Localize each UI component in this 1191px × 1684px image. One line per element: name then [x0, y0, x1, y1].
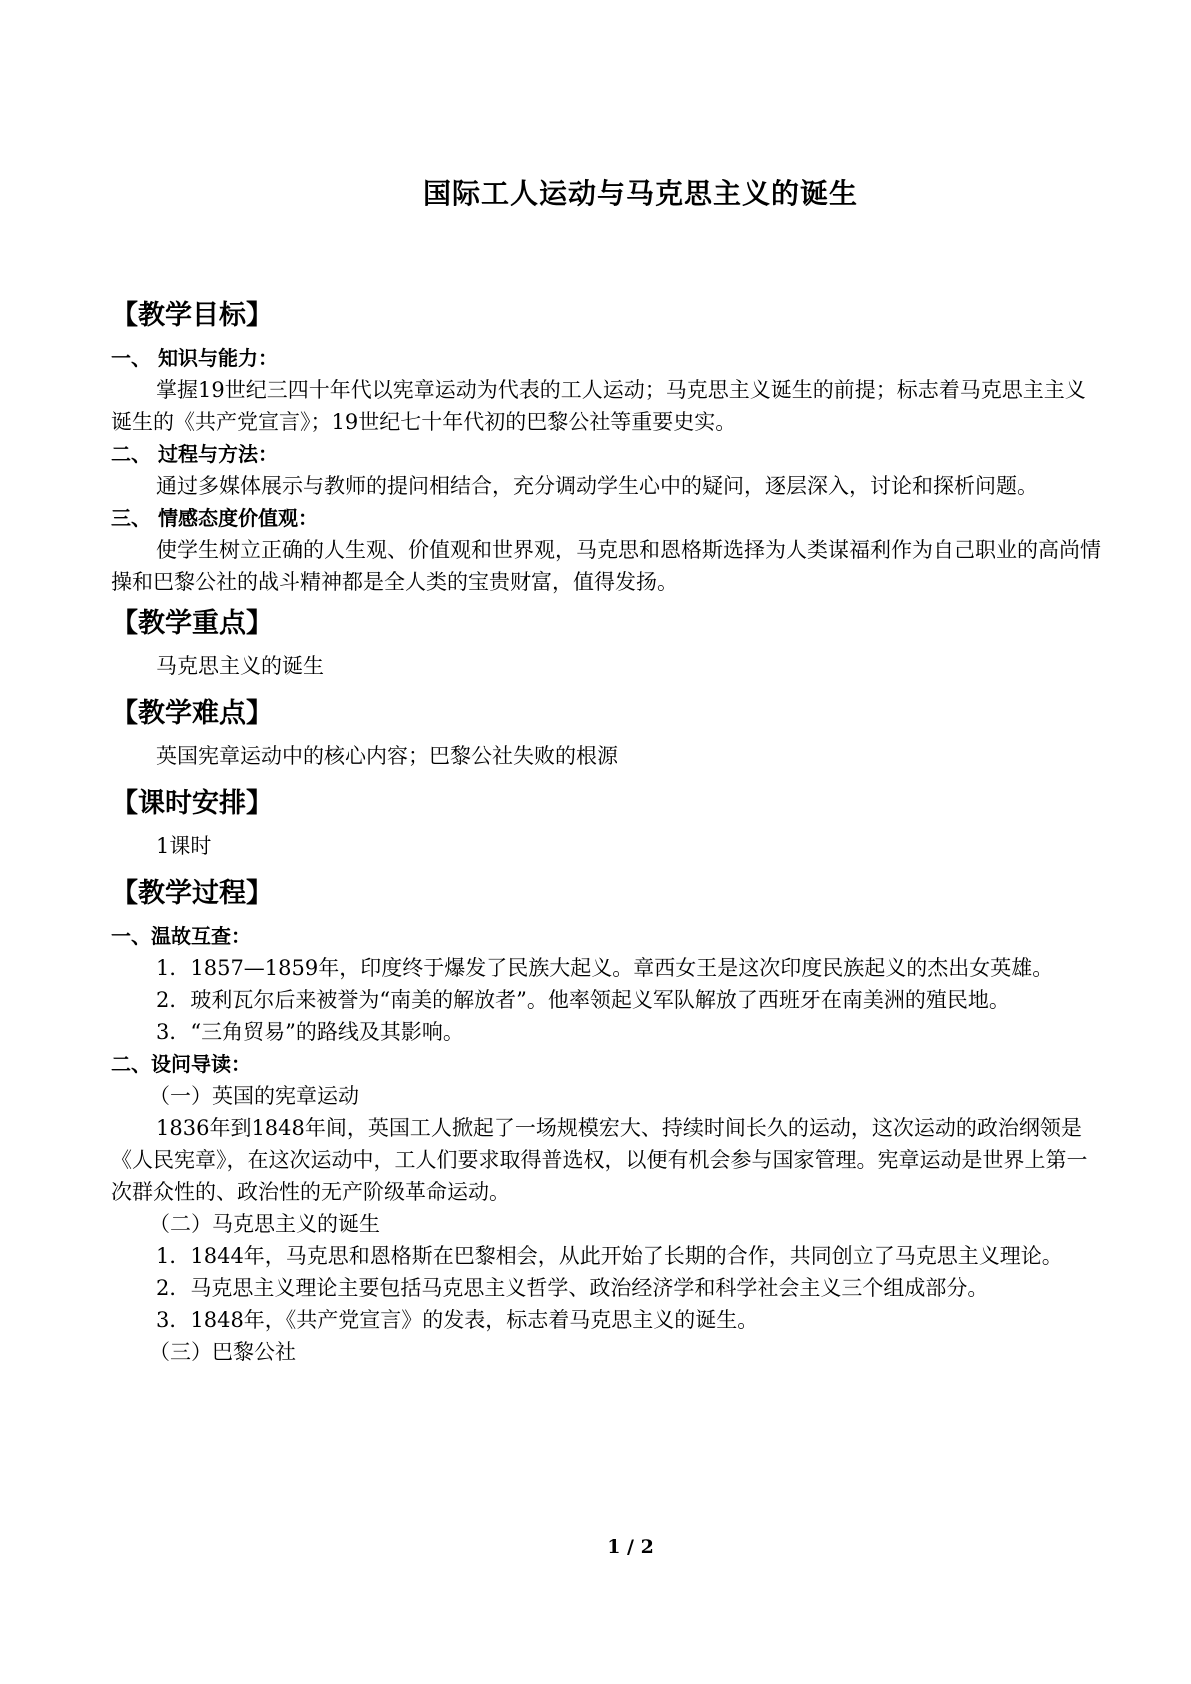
difficulties-text: 英国宪章运动中的核心内容；巴黎公社失败的根源: [156, 744, 618, 768]
section-heading-difficulties: 【教学难点】: [111, 698, 273, 729]
guide-heading: 二、设问导读：: [111, 1052, 251, 1076]
section-heading-schedule: 【课时安排】: [111, 788, 273, 819]
values-text: 使学生树立正确的人生观、价值观和世界观，马克思和恩格斯选择为人类谋福利作为自己职业的高尚情操和巴黎公社的战斗精神都是全人类的宝贵财富，值得发扬。: [111, 538, 1101, 594]
document-body: [111, 296, 1101, 1368]
review-item: 1．1857—1859年，印度终于爆发了民族大起义。章西女王是这次印度民族起义的杰出女英雄。: [156, 956, 1054, 980]
review-item: 3．“三角贸易”的路线及其影响。: [156, 1020, 464, 1044]
key-points-text: 马克思主义的诞生: [156, 654, 324, 678]
part2-item: 2．马克思主义理论主要包括马克思主义哲学、政治经济学和科学社会主义三个组成部分。: [156, 1276, 989, 1300]
part3-heading: （三）巴黎公社: [149, 1340, 296, 1364]
schedule-text: 1课时: [156, 834, 212, 858]
section-heading-key-points: 【教学重点】: [111, 608, 273, 639]
page-title: 国际工人运动与马克思主义的诞生: [422, 177, 858, 210]
section-heading-objectives: 【教学目标】: [111, 300, 273, 331]
section-heading-process: 【教学过程】: [111, 878, 273, 909]
process-method-text: 通过多媒体展示与教师的提问相结合，充分调动学生心中的疑问，逐层深入，讨论和探析问题。: [156, 474, 1038, 498]
values-heading: 三、 情感态度价值观：: [111, 506, 318, 530]
review-heading: 一、温故互查：: [111, 924, 251, 948]
page-number: 1 / 2: [607, 1536, 654, 1558]
process-method-heading: 二、 过程与方法：: [111, 442, 278, 466]
part2-item: 1．1844年，马克思和恩格斯在巴黎相会，从此开始了长期的合作，共同创立了马克思主义理论。: [156, 1244, 1063, 1268]
part1-text: 1836年到1848年间，英国工人掀起了一场规模宏大、持续时间长久的运动，这次运动的政治纲领是《人民宪章》，在这次运动中，工人们要求取得普选权，以便有机会参与国家管理。宪章运动是世界上第一次群众性的、政治性的无产阶级革命运动。: [111, 1116, 1088, 1204]
part2-item: 3．1848年，《共产党宣言》的发表，标志着马克思主义的诞生。: [156, 1308, 759, 1332]
knowledge-text: 掌握19世纪三四十年代以宪章运动为代表的工人运动；马克思主义诞生的前提；标志着马克思主主义诞生的《共产党宣言》；19世纪七十年代初的巴黎公社等重要史实。: [111, 378, 1086, 434]
part1-heading: （一）英国的宪章运动: [149, 1084, 359, 1108]
part2-heading: （二）马克思主义的诞生: [149, 1212, 380, 1236]
review-item: 2．玻利瓦尔后来被誉为“南美的解放者”。他率领起义军队解放了西班牙在南美洲的殖民地。: [156, 988, 1010, 1012]
knowledge-heading: 一、 知识与能力：: [111, 346, 278, 370]
